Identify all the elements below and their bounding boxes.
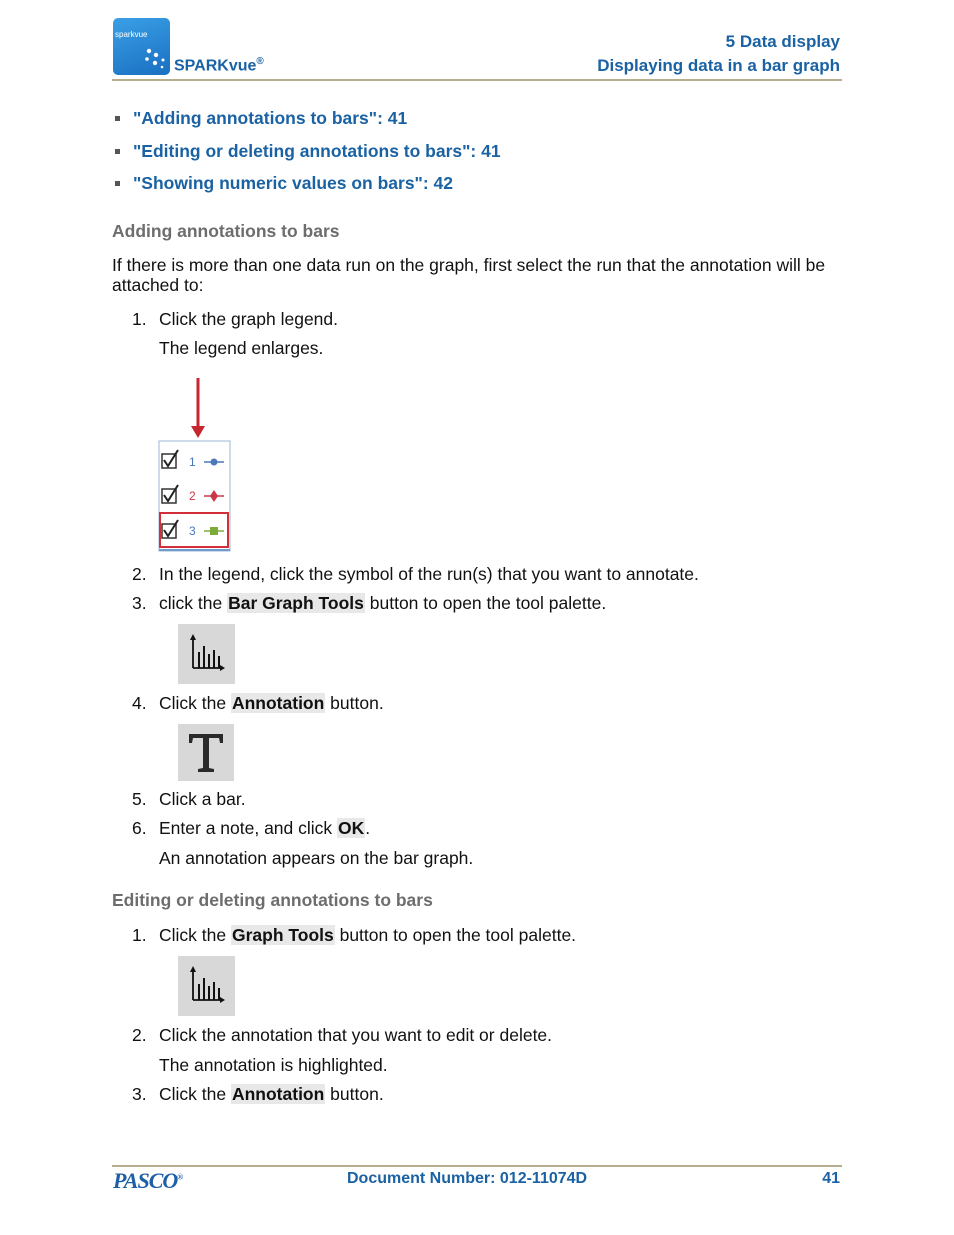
legend-run-label: 3	[189, 524, 196, 538]
graph-legend-image	[158, 376, 231, 552]
step-1: 1. Click the graph legend.	[132, 309, 338, 329]
list-item	[115, 141, 501, 174]
link-showing-numeric-values[interactable]: "Showing numeric values on bars": 42	[133, 173, 454, 193]
square-bullet-icon	[115, 181, 120, 186]
ui-term-annotation: Annotation	[231, 1084, 325, 1104]
sparkle-dots-icon	[143, 46, 167, 70]
step-1-note: The legend enlarges.	[159, 338, 324, 358]
step-4: 4. Click the Annotation button.	[132, 693, 384, 713]
square-bullet-icon	[115, 116, 120, 121]
bar-graph-tools-button[interactable]	[178, 624, 235, 684]
bar-graph-icon	[178, 956, 235, 1016]
section-title: Displaying data in a bar graph	[597, 56, 840, 75]
square-bullet-icon	[115, 149, 120, 154]
intro-paragraph: If there is more than one data run on the graph, first select the run that the annotation will be attached to:	[112, 255, 826, 295]
logo-wordmark: sparkvue	[115, 30, 148, 39]
step-6-note: An annotation appears on the bar graph.	[159, 848, 474, 868]
annotation-button[interactable]	[178, 724, 234, 781]
list-item	[115, 108, 501, 141]
ui-term-bar-graph-tools: Bar Graph Tools	[228, 593, 364, 613]
section-heading-editing: Editing or deleting annotations to bars	[112, 890, 433, 910]
document-number: Document Number: 012-11074D	[347, 1170, 588, 1187]
ui-term-annotation: Annotation	[231, 693, 325, 713]
step-6: 6. Enter a note, and click OK.	[132, 818, 371, 838]
list-item	[115, 173, 501, 206]
step-3: 3. click the Bar Graph Tools button to open the tool palette.	[132, 593, 607, 613]
step-2-note: The annotation is highlighted.	[159, 1055, 388, 1075]
text-t-icon	[178, 724, 234, 781]
header-rule	[112, 79, 842, 81]
step-2: 2. In the legend, click the symbol of the run(s) that you want to annotate.	[132, 564, 699, 584]
page-number: 41	[822, 1170, 840, 1187]
step-2: 2. Click the annotation that you want to edit or delete.	[132, 1025, 553, 1045]
step-5: 5. Click a bar.	[132, 789, 246, 809]
legend-run-label: 2	[189, 489, 196, 503]
section-heading-adding: Adding annotations to bars	[112, 221, 340, 241]
pasco-logo: PASCO®	[113, 1168, 183, 1193]
bar-graph-icon	[178, 624, 235, 684]
sparkvue-logo	[113, 18, 170, 75]
link-editing-annotations[interactable]: "Editing or deleting annotations to bars": 41	[133, 140, 501, 161]
topic-links	[115, 108, 501, 206]
ui-term-ok: OK	[338, 818, 365, 838]
step-1: 1. Click the Graph Tools button to open the tool palette.	[132, 925, 577, 945]
step-3: 3. Click the Annotation button.	[132, 1084, 384, 1104]
ui-term-graph-tools: Graph Tools	[231, 925, 334, 945]
chapter-title: 5 Data display	[725, 32, 840, 51]
graph-tools-button[interactable]	[178, 956, 235, 1016]
legend-run-label: 1	[189, 455, 196, 469]
product-name: SPARKvue®	[174, 56, 264, 75]
link-adding-annotations[interactable]: "Adding annotations to bars": 41	[133, 108, 408, 128]
footer-rule	[112, 1165, 842, 1167]
